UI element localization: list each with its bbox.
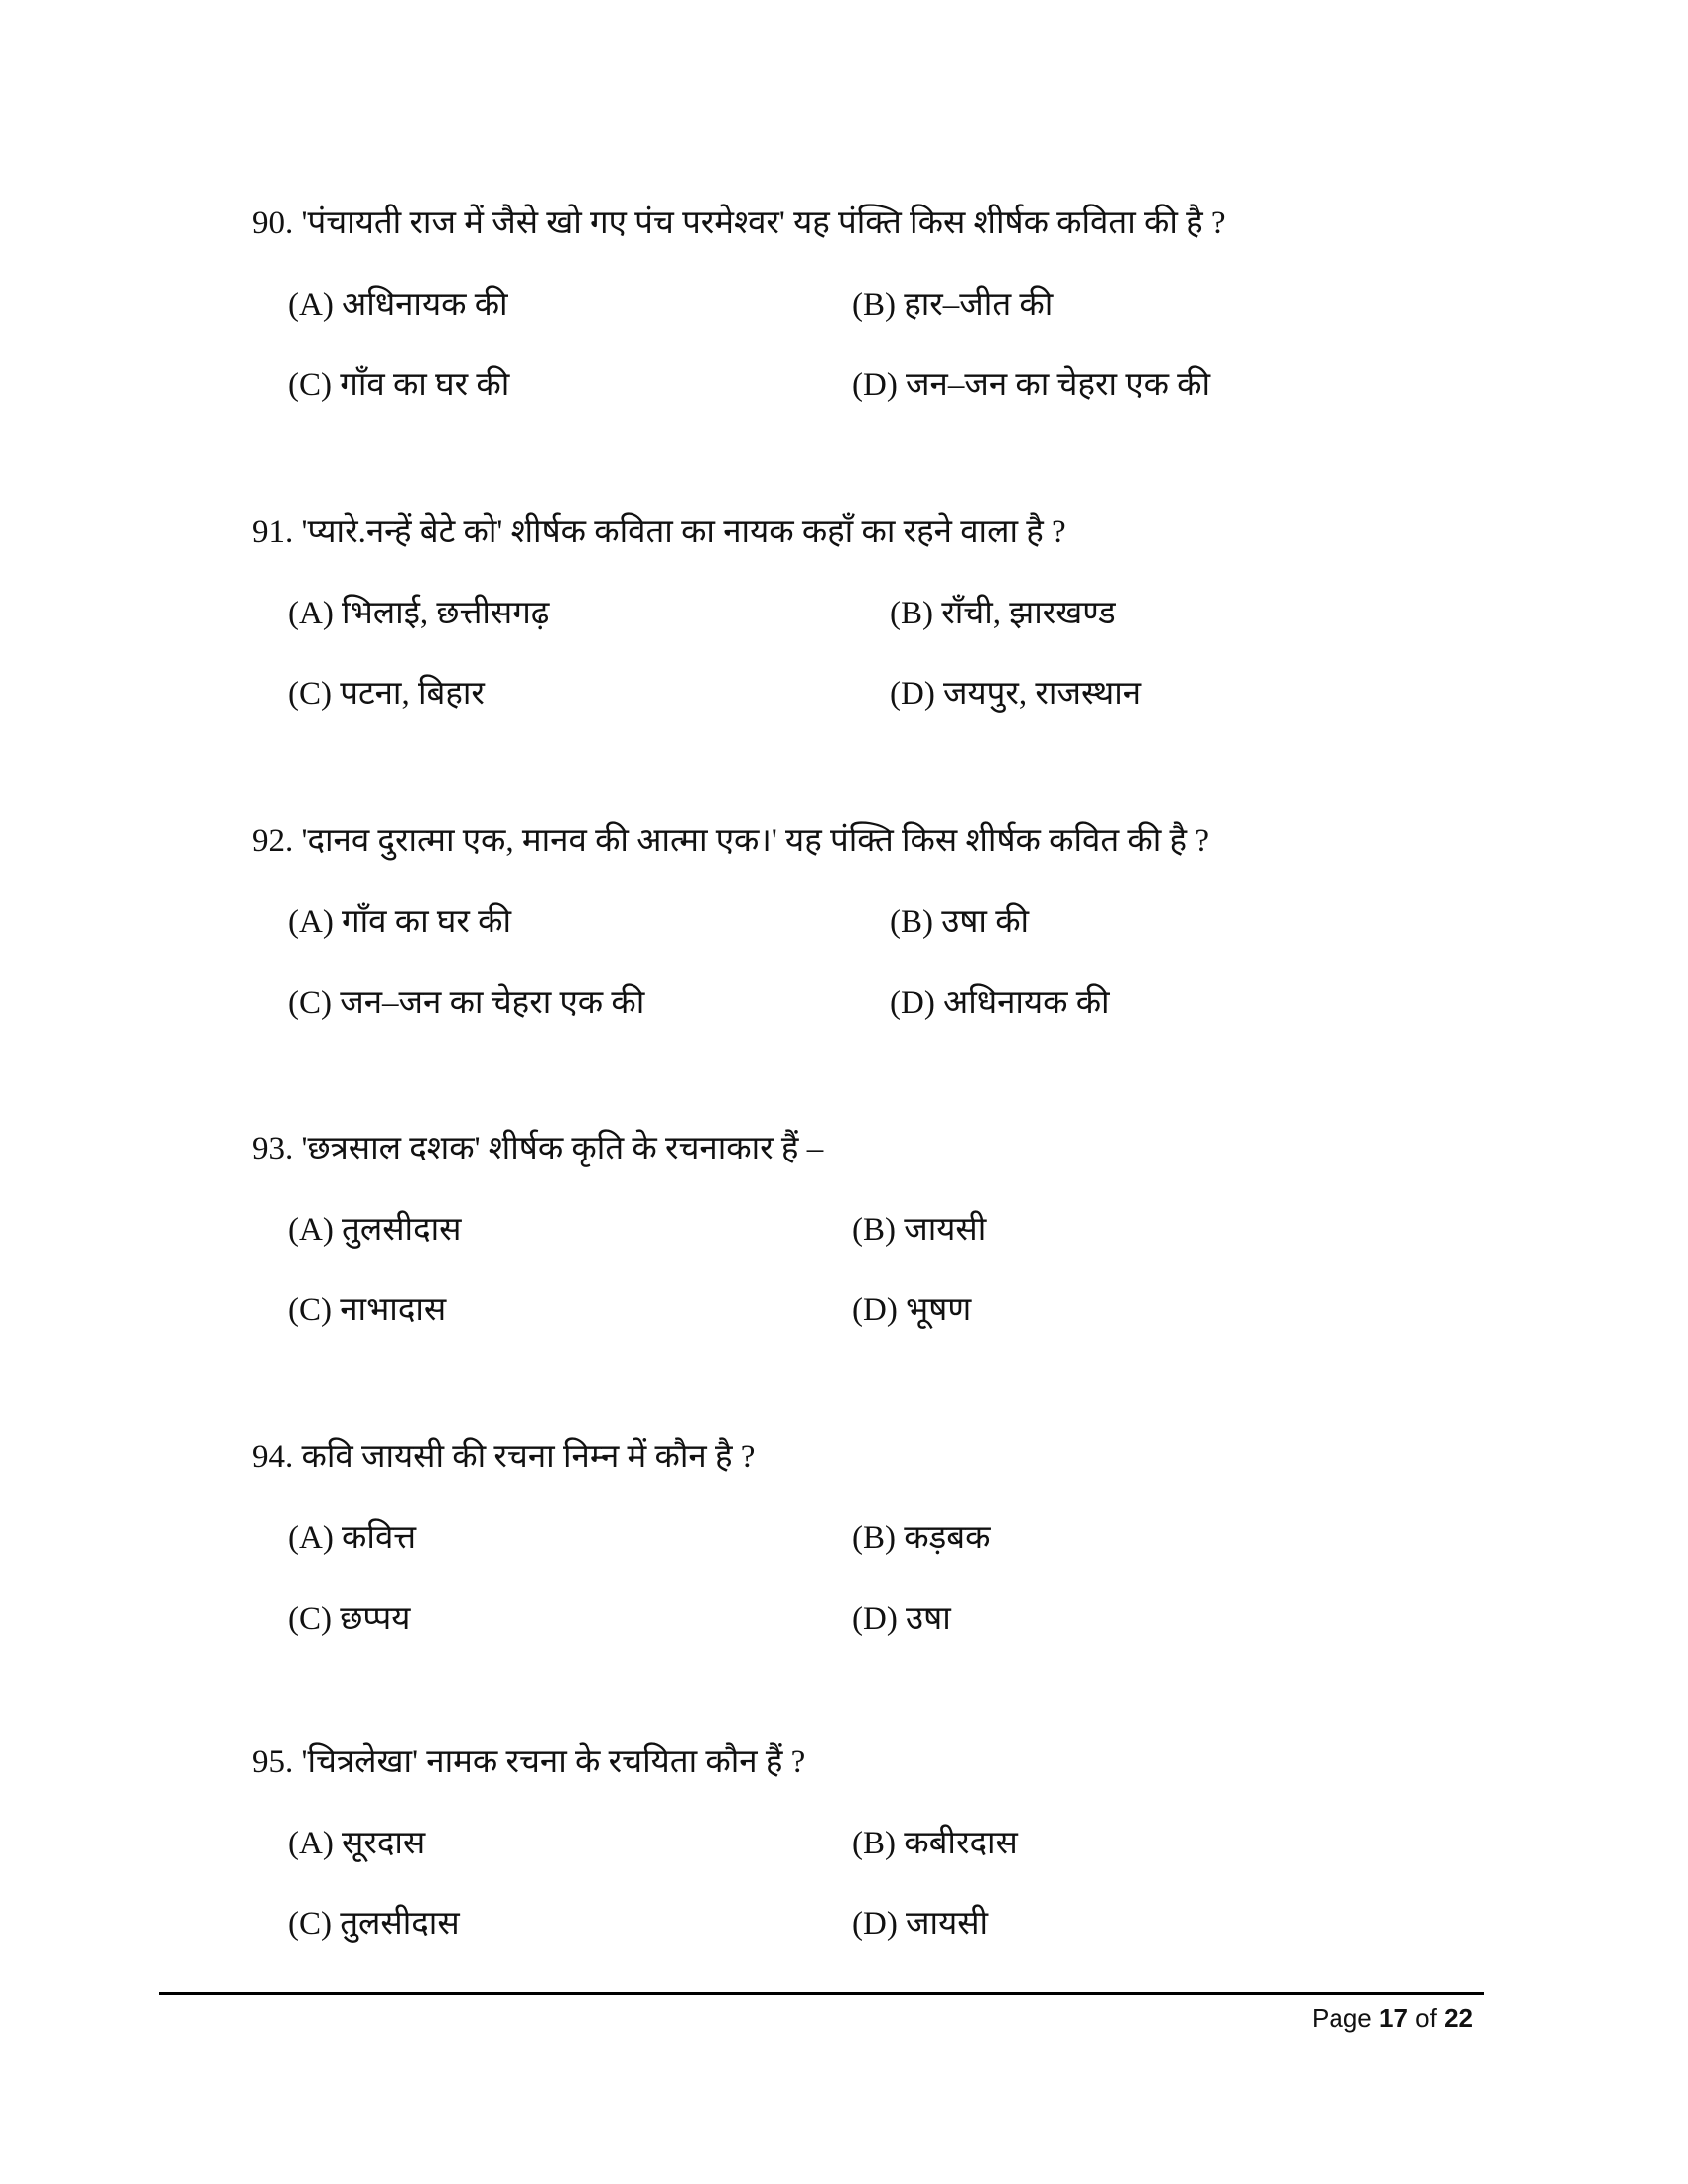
option-b: (B) कड़बक bbox=[852, 1520, 991, 1556]
of-label: of bbox=[1415, 2003, 1437, 2033]
page-number bbox=[1312, 2003, 1473, 2034]
footer-divider bbox=[159, 1992, 1484, 1995]
option-c: (C) पटना, बिहार bbox=[288, 676, 485, 712]
option-d: (D) अधिनायक की bbox=[890, 985, 1110, 1021]
option-d: (D) भूषण bbox=[852, 1293, 972, 1328]
current-page: 17 bbox=[1379, 2003, 1408, 2033]
option-b: (B) जायसी bbox=[852, 1212, 987, 1248]
option-a: (A) गाँव का घर की bbox=[288, 904, 512, 940]
option-c: (C) छप्पय bbox=[288, 1601, 411, 1637]
total-pages: 22 bbox=[1444, 2003, 1473, 2033]
option-c: (C) जन–जन का चेहरा एक की bbox=[288, 985, 645, 1021]
option-d: (D) उषा bbox=[852, 1601, 951, 1637]
question-93: 93. 'छत्रसाल दशक' शीर्षक कृति के रचनाकार हैं – bbox=[252, 1131, 824, 1166]
option-a: (A) सूरदास bbox=[288, 1826, 426, 1861]
option-b: (B) राँची, झारखण्ड bbox=[890, 596, 1116, 631]
option-a: (A) अधिनायक की bbox=[288, 287, 508, 323]
option-b: (B) कबीरदास bbox=[852, 1826, 1018, 1861]
option-d: (D) जन–जन का चेहरा एक की bbox=[852, 367, 1211, 403]
option-d: (D) जयपुर, राजस्थान bbox=[890, 676, 1142, 712]
option-b: (B) हार–जीत की bbox=[852, 287, 1054, 323]
question-92: 92. 'दानव दुरात्मा एक, मानव की आत्मा एक।' यह पंक्ति किस शीर्षक कवित की है ? bbox=[252, 823, 1209, 859]
question-95: 95. 'चित्रलेखा' नामक रचना के रचयिता कौन हैं ? bbox=[252, 1744, 806, 1780]
question-91: 91. 'प्यारे.नन्हें बेटे को' शीर्षक कविता का नायक कहाँ का रहने वाला है ? bbox=[252, 514, 1066, 550]
option-d: (D) जायसी bbox=[852, 1906, 989, 1942]
option-c: (C) गाँव का घर की bbox=[288, 367, 510, 403]
option-b: (B) उषा की bbox=[890, 904, 1030, 940]
page-label: Page bbox=[1312, 2003, 1372, 2033]
option-c: (C) तुलसीदास bbox=[288, 1906, 460, 1942]
option-a: (A) कवित्त bbox=[288, 1520, 417, 1556]
question-94: 94. कवि जायसी की रचना निम्न में कौन है ? bbox=[252, 1439, 756, 1475]
option-c: (C) नाभादास bbox=[288, 1293, 447, 1328]
question-90: 90. 'पंचायती राज में जैसे खो गए पंच परमेश्वर' यह पंक्ति किस शीर्षक कविता की है ? bbox=[252, 205, 1226, 241]
option-a: (A) भिलाई, छत्तीसगढ़ bbox=[288, 596, 550, 631]
option-a: (A) तुलसीदास bbox=[288, 1212, 462, 1248]
